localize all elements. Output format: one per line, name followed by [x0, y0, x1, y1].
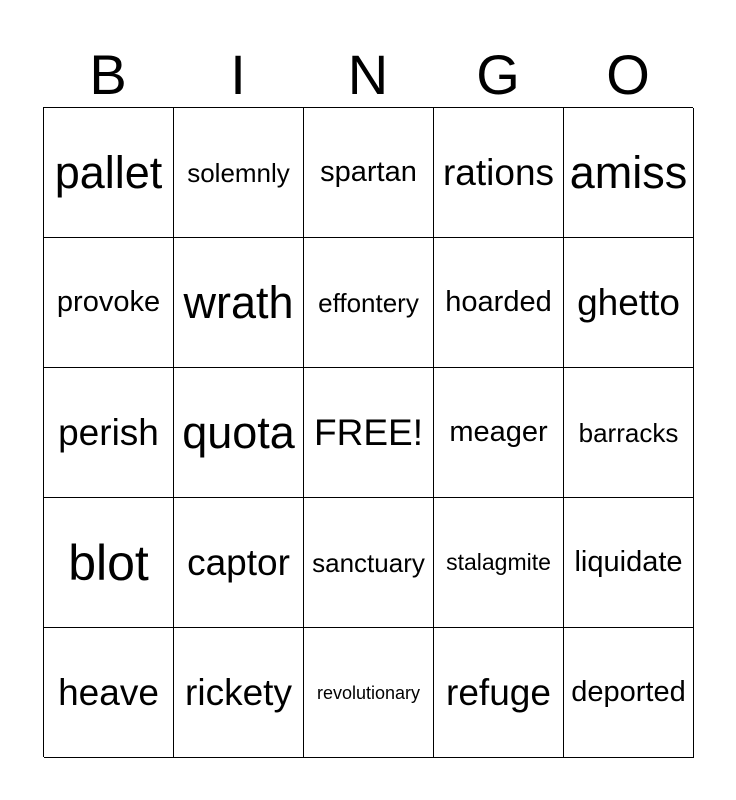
bingo-cell: blot	[44, 498, 174, 628]
bingo-cell: hoarded	[434, 238, 564, 368]
bingo-cell: effontery	[304, 238, 434, 368]
bingo-cell: quota	[174, 368, 304, 498]
bingo-cell: amiss	[564, 108, 694, 238]
bingo-cell: perish	[44, 368, 174, 498]
bingo-cell: revolutionary	[304, 628, 434, 758]
bingo-cell: rations	[434, 108, 564, 238]
header-letter-g: G	[476, 43, 520, 106]
bingo-cell: meager	[434, 368, 564, 498]
bingo-cell: heave	[44, 628, 174, 758]
header-letter-i: I	[230, 43, 246, 106]
bingo-cell: sanctuary	[304, 498, 434, 628]
bingo-cell: FREE!	[304, 368, 434, 498]
header-letter-o: O	[606, 43, 650, 106]
header-letter-n: N	[347, 43, 389, 106]
header-letter-b: B	[89, 43, 127, 106]
bingo-cell: rickety	[174, 628, 304, 758]
bingo-cell: ghetto	[564, 238, 694, 368]
bingo-cell: pallet	[44, 108, 174, 238]
bingo-cell: stalagmite	[434, 498, 564, 628]
bingo-cell: spartan	[304, 108, 434, 238]
bingo-cell: deported	[564, 628, 694, 758]
bingo-cell: captor	[174, 498, 304, 628]
bingo-cell: wrath	[174, 238, 304, 368]
bingo-cell: liquidate	[564, 498, 694, 628]
bingo-header	[43, 42, 693, 108]
bingo-cell: solemnly	[174, 108, 304, 238]
bingo-grid	[43, 107, 693, 757]
bingo-cell: barracks	[564, 368, 694, 498]
bingo-cell: provoke	[44, 238, 174, 368]
bingo-cell: refuge	[434, 628, 564, 758]
